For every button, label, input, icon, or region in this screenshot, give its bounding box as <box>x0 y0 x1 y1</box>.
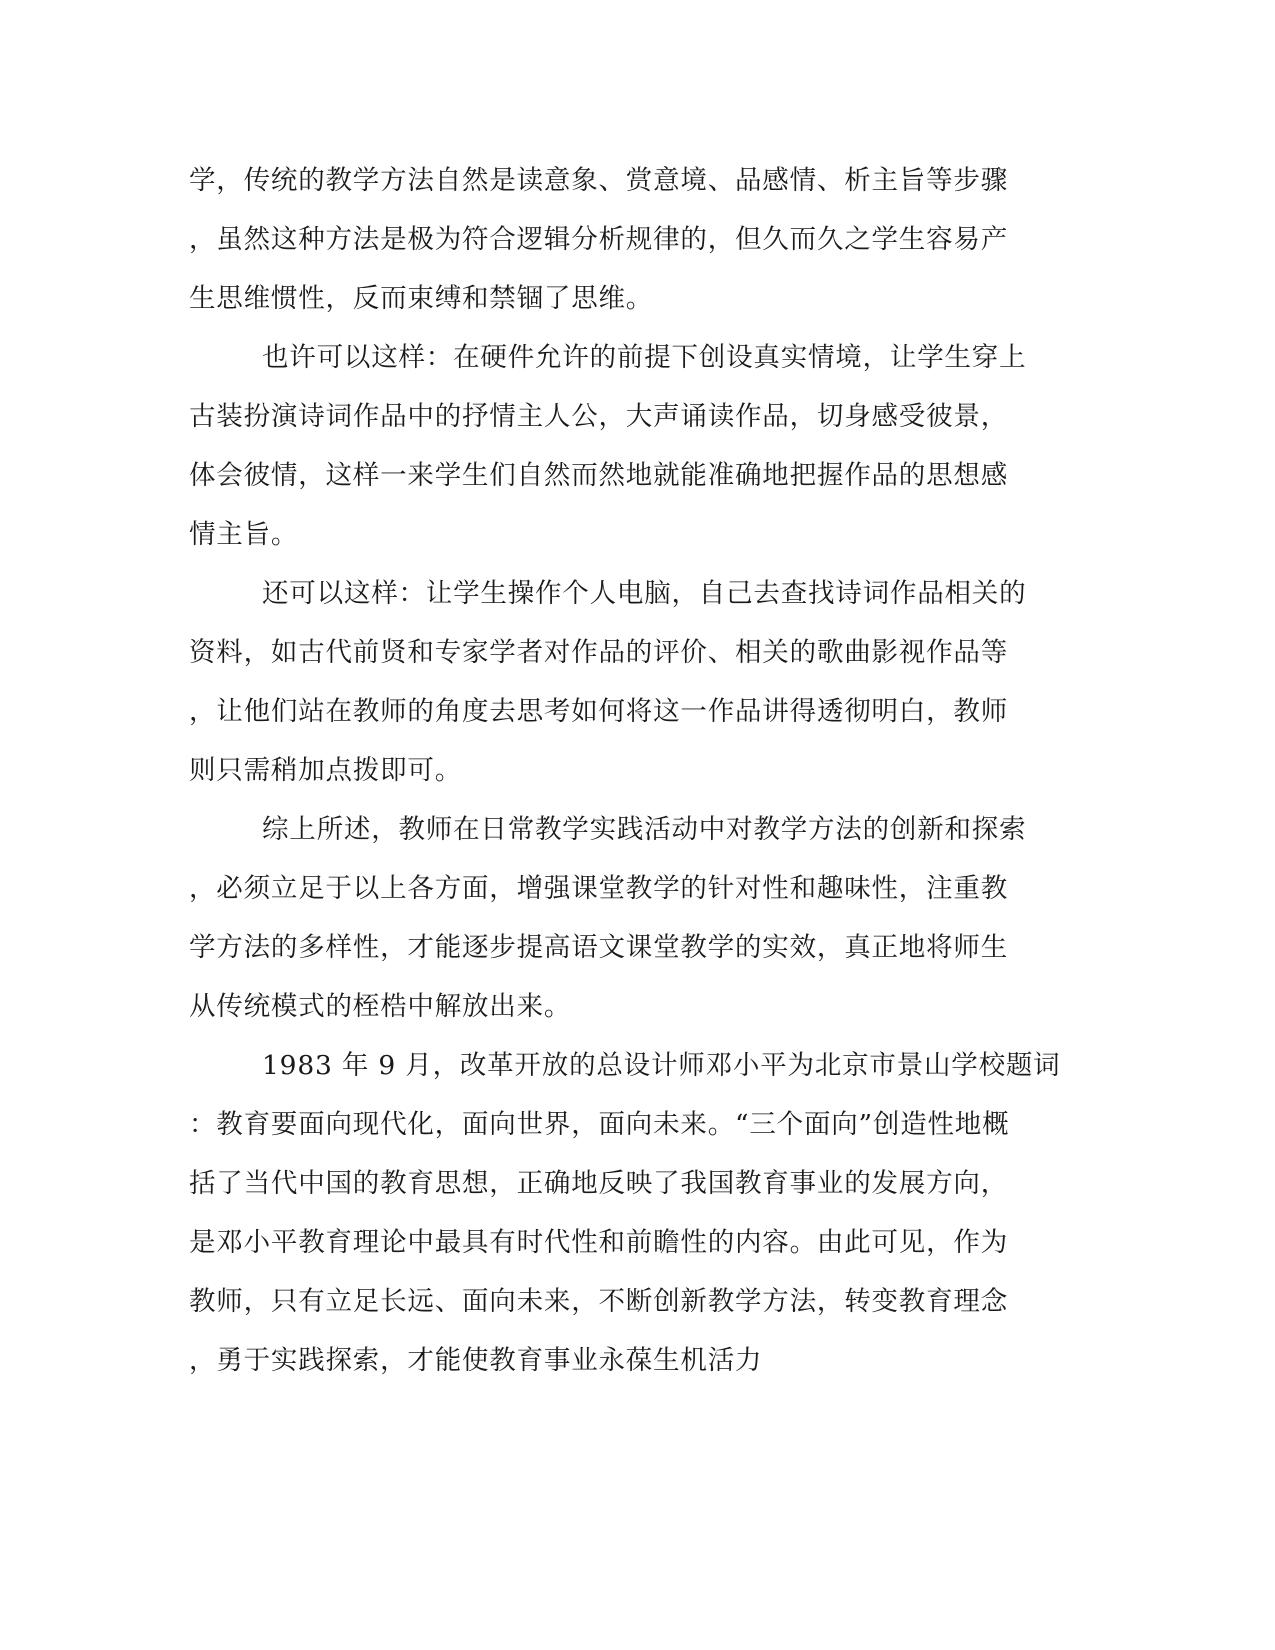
text-line: 教师，只有立足长远、面向未来，不断创新教学方法，转变教育理念 <box>189 1286 1008 1317</box>
text-line: 学，传统的教学方法自然是读意象、赏意境、品感情、析主旨等步骤 <box>189 165 1008 196</box>
text-line: 情主旨。 <box>189 519 299 550</box>
text-line: 学方法的多样性，才能逐步提高语文课堂教学的实效，真正地将师生 <box>189 932 1008 963</box>
text-line: 则只需稍加点拨即可。 <box>189 755 462 786</box>
paragraph-start-line: 也许可以这样：在硬件允许的前提下创设真实情境，让学生穿上 <box>262 342 1027 373</box>
paragraph-start-line: 还可以这样：让学生操作个人电脑，自己去查找诗词作品相关的 <box>262 578 1027 609</box>
text-line: 括了当代中国的教育思想，正确地反映了我国教育事业的发展方向， <box>189 1168 1008 1199</box>
text-line: ，让他们站在教师的角度去思考如何将这一作品讲得透彻明白，教师 <box>189 696 1008 727</box>
text-line: 生思维惯性，反而束缚和禁锢了思维。 <box>189 283 654 314</box>
text-line: 是邓小平教育理论中最具有时代性和前瞻性的内容。由此可见，作为 <box>189 1227 1008 1258</box>
text-line: 体会彼情，这样一来学生们自然而然地就能准确地把握作品的思想感 <box>189 460 1008 491</box>
text-line: 从传统模式的桎梏中解放出来。 <box>189 991 572 1022</box>
text-line: ：教育要面向现代化，面向世界，面向未来。“三个面向”创造性地概 <box>189 1109 1010 1140</box>
text-line: 资料，如古代前贤和专家学者对作品的评价、相关的歌曲影视作品等 <box>189 637 1008 668</box>
paragraph-start-line: 1983 年 9 月，改革开放的总设计师邓小平为北京市景山学校题词 <box>262 1050 1061 1081</box>
paragraph-start-line: 综上所述，教师在日常教学实践活动中对教学方法的创新和探索 <box>262 814 1027 845</box>
text-line: ，必须立足于以上各方面，增强课堂教学的针对性和趣味性，注重教 <box>189 873 1008 904</box>
text-line: 古装扮演诗词作品中的抒情主人公，大声诵读作品，切身感受彼景， <box>189 401 1008 432</box>
text-line: ，勇于实践探索，才能使教育事业永葆生机活力 <box>189 1345 763 1376</box>
text-line: ，虽然这种方法是极为符合逻辑分析规律的，但久而久之学生容易产 <box>189 224 1008 255</box>
